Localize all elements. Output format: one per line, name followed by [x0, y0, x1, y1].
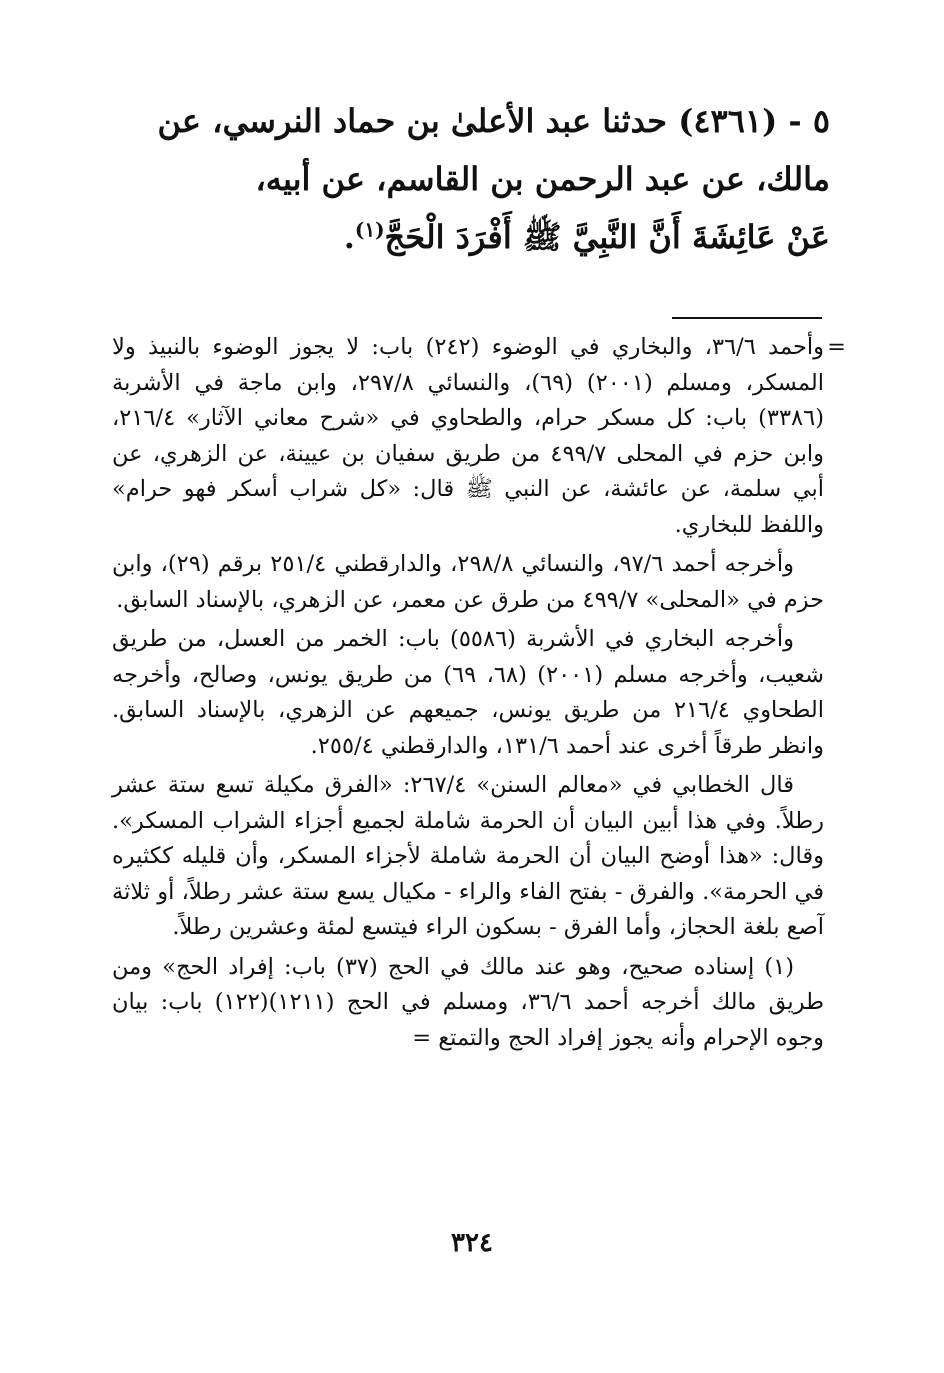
hadith-text — [110, 92, 830, 266]
continuation-mark-end: = — [412, 1024, 432, 1051]
footnote-text-5: (١) إسناده صحيح، وهو عند مالك في الحج (٣٧) باب: إفراد الحج» ومن طريق مالك أخرجه أحمد ٣٦/٦، ومسلم في الحج (١٢١١)(١٢٢) باب: بيان وجوه الإحرام وأنه يجوز إفراد الحج والتمتع — [112, 953, 824, 1051]
footnote-paragraph — [112, 950, 824, 1057]
footnote-separator — [672, 317, 822, 319]
footnote-reference: (١) — [354, 217, 385, 242]
hadith-line-1: ٥ - (٤٣٦١) حدثنا عبد الأعلىٰ بن حماد النرسي، عن — [157, 102, 830, 140]
footnote-paragraph: وأخرجه أحمد ٩٧/٦، والنسائي ٢٩٨/٨، والدارقطني ٢٥١/٤ برقم (٢٩)، وابن حزم في «المحلى» ٤٩٩/٧ من طرق عن معمر، عن الزهري، بالإسناد السابق. — [112, 551, 824, 613]
footnote-paragraph — [112, 330, 846, 543]
hadith-line-3 — [110, 208, 830, 266]
page-number: ٣٢٤ — [451, 1228, 493, 1258]
continuation-mark-start: = — [827, 334, 846, 360]
hadith-end-mark: . — [343, 218, 355, 256]
footnote-text-1: وأحمد ٣٦/٦، والبخاري في الوضوء (٢٤٢) باب: لا يجوز الوضوء بالنبيذ ولا المسكر، ومسلم (٢٠٠١) (٦٩)، والنسائي ٢٩٧/٨، وابن ماجة في الأشربة (٣٣٨٦) باب: كل مسكر حرام، والطحاوي في «شرح معاني الآثار» ٢١٦/٤، وابن حزم في المحلى ٤٩٩/٧ من طريق سفيان بن عيينة، عن الزهري، عن أبي سلمة، عن عائشة، عن النبي ﷺ قال: «كل شراب أسكر فهو حرام» واللفظ للبخاري. — [112, 334, 824, 538]
hadith-matn: عَنْ عَائِشَةَ أَنَّ النَّبِيَّ ﷺ أَفْرَدَ الْحَجَّ — [384, 218, 830, 256]
footnotes — [112, 330, 846, 1060]
footnote-paragraph: وأخرجه البخاري في الأشربة (٥٥٨٦) باب: الخمر من العسل، من طريق شعيب، وأخرجه مسلم (٢٠٠١) (٦٨، ٦٩) من طريق يونس، وصالح، وأخرجه الطحاوي ٢١٦/٤ من طريق يونس، جميعهم عن الزهري، بالإسناد السابق. وانظر طرقاً أخرى عند أحمد ١٣١/٦، والدارقطني ٢٥٥/٤. — [112, 626, 825, 759]
footnote-paragraph: قال الخطابي في «معالم السنن» ٢٦٧/٤: «الفرق مكيلة تسع ستة عشر رطلاً. وفي هذا أبين البيان أن الحرمة شاملة لجميع أجزاء الشراب المسكر». وقال: «هذا أوضح البيان أن الحرمة شاملة لأجزاء المسكر، وأن قليله ككثيره في الحرمة». والفرق - بفتح الفاء والراء - مكيال يسع ستة عشر رطلاً، أو ثلاثة آصع بلغة الحجاز، وأما الفرق - بسكون الراء فيتسع لمئة وعشرين رطلاً. — [112, 772, 824, 940]
hadith-line-2: مالك، عن عبد الرحمن بن القاسم، عن أبيه، — [255, 160, 830, 198]
